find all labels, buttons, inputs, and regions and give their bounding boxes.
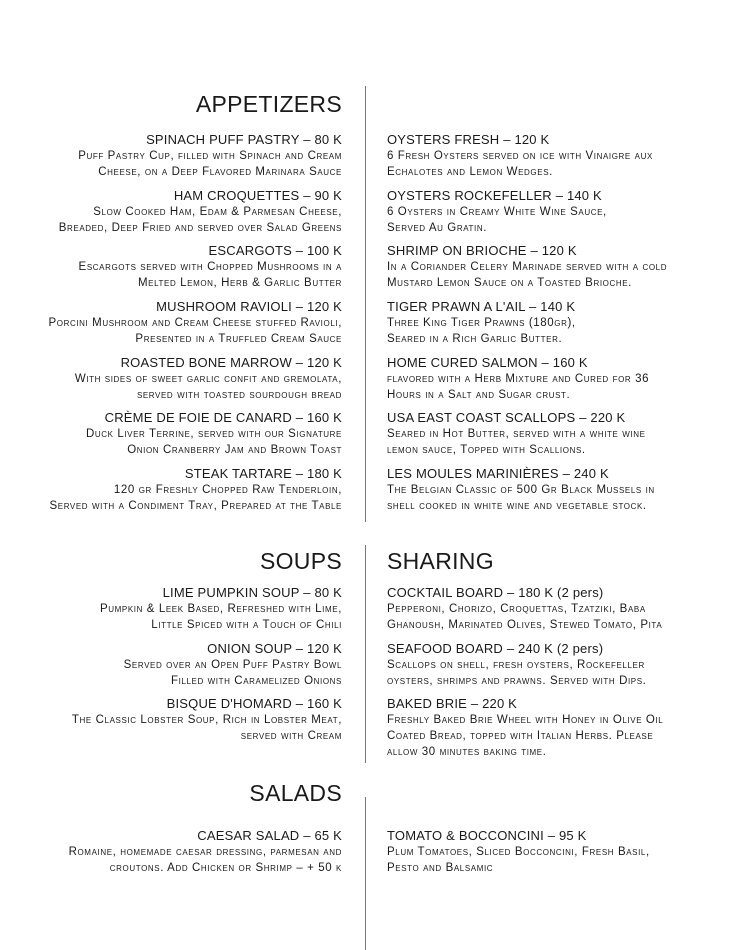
menu-item — [2, 187, 342, 243]
divider-appetizers — [365, 86, 366, 522]
menu-item-description: Echalotes and Lemon Wedges. — [387, 166, 553, 178]
salads-right-list — [387, 827, 727, 883]
menu-item-description: Hours in a Salt and Sugar crust. — [387, 388, 571, 401]
menu-item — [387, 465, 727, 521]
menu-item — [387, 640, 727, 696]
menu-item — [387, 584, 727, 640]
menu-item-description: Onion Cranberry Jam and Brown Toast — [127, 444, 342, 457]
menu-item-title: MUSHROOM RAVIOLI – 120 K — [156, 299, 342, 315]
menu-item-description: 6 Oysters in Creamy White Wine Sauce, — [387, 205, 607, 218]
menu-item-description: Scallops on shell, fresh oysters, Rockefeller — [387, 658, 645, 671]
menu-item-title: TIGER PRAWN A L'AIL – 140 K — [387, 299, 576, 315]
menu-item — [2, 695, 342, 751]
menu-item-description: Pepperoni, Chorizo, Croquettas, Tzatziki, Baba — [387, 603, 646, 615]
menu-item — [387, 827, 727, 883]
menu-item-description: Served over an Open Puff Pastry Bowl — [123, 658, 342, 671]
menu-item — [387, 354, 727, 410]
menu-item-description: Pesto and Balsamic — [387, 862, 494, 874]
menu-item — [387, 242, 727, 298]
menu-item-title: HAM CROQUETTES – 90 K — [173, 187, 342, 203]
menu-item — [2, 131, 342, 187]
menu-item-title: TOMATO & BOCCONCINI – 95 K — [387, 828, 587, 843]
menu-item-description: Melted Lemon, Herb & Garlic Butter — [137, 277, 342, 290]
menu-item-description: oysters, shrimps and prawns. Served with Dips. — [387, 674, 647, 687]
heading-salads: SALADS — [249, 780, 342, 806]
menu-item-title: ESCARGOTS – 100 K — [208, 243, 342, 259]
menu-item-description: Seared in a Rich Garlic Butter. — [387, 333, 563, 346]
menu-item — [2, 827, 342, 883]
menu-item-description: Presented in a Truffled Cream Sauce — [135, 333, 342, 346]
menu-item — [2, 409, 342, 465]
menu-item-description: The Belgian Classic of 500 Gr Black Mussels in — [387, 484, 655, 497]
sharing-list — [387, 584, 727, 759]
menu-item-description: 120 gr Freshly Chopped Raw Tenderloin, — [113, 484, 342, 497]
heading-appetizers: APPETIZERS — [195, 91, 342, 117]
menu-item-description: Porcini Mushroom and Cream Cheese stuffed Ravioli, — [48, 317, 342, 330]
salads-left-list — [2, 827, 342, 883]
menu-item-description: shell cooked in white wine and vegetable stock. — [387, 500, 647, 513]
menu-item-description: Served with a Condiment Tray, Prepared at the Table — [49, 500, 342, 513]
divider-soups-sharing — [365, 545, 366, 763]
menu-item-title: OYSTERS FRESH – 120 K — [387, 132, 550, 147]
menu-item-description: Ghanoush, Marinated Olives, Stewed Tomato, Pita — [387, 619, 663, 631]
menu-item-title: STEAK TARTARE – 180 K — [184, 466, 342, 482]
menu-item-title: BISQUE D'HOMARD – 160 K — [166, 696, 342, 712]
menu-item-description: With sides of sweet garlic confit and gremolata, — [74, 372, 342, 385]
menu-item-description: allow 30 minutes baking time. — [387, 746, 547, 759]
menu-item-description: In a Coriander Celery Marinade served with a cold — [387, 261, 668, 274]
menu-item-description: Romaine, homemade caesar dressing, parmesan and — [68, 846, 342, 858]
menu-item-description: lemon sauce, Topped with Scallions. — [387, 444, 586, 457]
heading-sharing: SHARING — [387, 548, 494, 574]
menu-item — [2, 298, 342, 354]
menu-item-description: Escargots served with Chopped Mushrooms in a — [78, 261, 342, 274]
menu-item-title: SPINACH PUFF PASTRY – 80 K — [146, 132, 342, 147]
menu-item — [387, 187, 727, 243]
menu-item-description: The Classic Lobster Soup, Rich in Lobster Meat, — [71, 714, 342, 727]
menu-item-description: served with toasted sourdough bread — [136, 388, 342, 401]
menu-item — [2, 584, 342, 640]
menu-item — [387, 298, 727, 354]
menu-item-description: Mustard Lemon Sauce on a Toasted Brioche. — [387, 277, 632, 290]
menu-item — [387, 409, 727, 465]
menu-item-title: HOME CURED SALMON – 160 K — [387, 354, 588, 370]
menu-item-title: COCKTAIL BOARD – 180 K (2 pers) — [387, 585, 604, 600]
menu-item-title: ONION SOUP – 120 K — [207, 640, 342, 656]
menu-item-description: Filled with Caramelized Onions — [171, 674, 342, 687]
menu-item-description: flavored with a Herb Mixture and Cured for 36 — [387, 372, 650, 385]
menu-item-title: BAKED BRIE – 220 K — [387, 696, 518, 712]
menu-item-description: croutons. Add Chicken or Shrimp – + 50 k — [109, 862, 342, 874]
menu-item-description: Freshly Baked Brie Wheel with Honey in Olive Oil — [387, 714, 664, 727]
menu-item-description: Three King Tiger Prawns (180gr), — [387, 317, 576, 330]
menu-item-description: Seared in Hot Butter, served with a white wine — [387, 428, 646, 441]
menu-item-description: Puff Pastry Cup, filled with Spinach and Cream — [78, 150, 342, 162]
menu-item-description: served with Cream — [240, 730, 342, 743]
heading-soups: SOUPS — [259, 548, 342, 574]
menu-item — [387, 131, 727, 187]
menu-item-title: LES MOULES MARINIÈRES – 240 K — [387, 466, 609, 482]
menu-item-description: Served Au Gratin. — [387, 221, 488, 234]
soups-list — [2, 584, 342, 751]
menu-item-title: SEAFOOD BOARD – 240 K (2 pers) — [387, 640, 604, 656]
menu-item-title: SHRIMP ON BRIOCHE – 120 K — [387, 243, 577, 259]
menu-item — [2, 640, 342, 696]
menu-item-title: USA EAST COAST SCALLOPS – 220 K — [387, 410, 626, 426]
menu-item-description: Slow Cooked Ham, Edam & Parmesan Cheese, — [93, 205, 342, 218]
menu-item-description: 6 Fresh Oysters served on ice with Vinaigre aux — [387, 150, 653, 162]
menu-item-description: Cheese, on a Deep Flavored Marinara Sauce — [98, 166, 342, 178]
menu-item-description: Coated Bread, topped with Italian Herbs. Please — [387, 730, 654, 743]
menu-item — [2, 242, 342, 298]
menu-item-description: Breaded, Deep Fried and served over Salad Greens — [58, 221, 342, 234]
menu-item-title: ROASTED BONE MARROW – 120 K — [120, 354, 342, 370]
divider-salads — [365, 797, 366, 950]
menu-item-description: Duck Liver Terrine, served with our Signature — [85, 428, 342, 441]
menu-item-description: Plum Tomatoes, Sliced Bocconcini, Fresh Basil, — [387, 846, 650, 858]
appetizers-right-list — [387, 131, 727, 521]
menu-item-title: CRÈME DE FOIE DE CANARD – 160 K — [104, 410, 342, 426]
appetizers-left-list — [2, 131, 342, 521]
menu-item — [2, 465, 342, 521]
menu-item-title: CAESAR SALAD – 65 K — [197, 828, 342, 843]
menu-item-description: Pumpkin & Leek Based, Refreshed with Lime, — [100, 603, 342, 615]
menu-item — [387, 695, 727, 759]
menu-item-title: LIME PUMPKIN SOUP – 80 K — [162, 585, 342, 600]
menu-item-description: Little Spiced with a Touch of Chili — [151, 619, 342, 631]
menu-item-title: OYSTERS ROCKEFELLER – 140 K — [387, 187, 602, 203]
menu-item — [2, 354, 342, 410]
